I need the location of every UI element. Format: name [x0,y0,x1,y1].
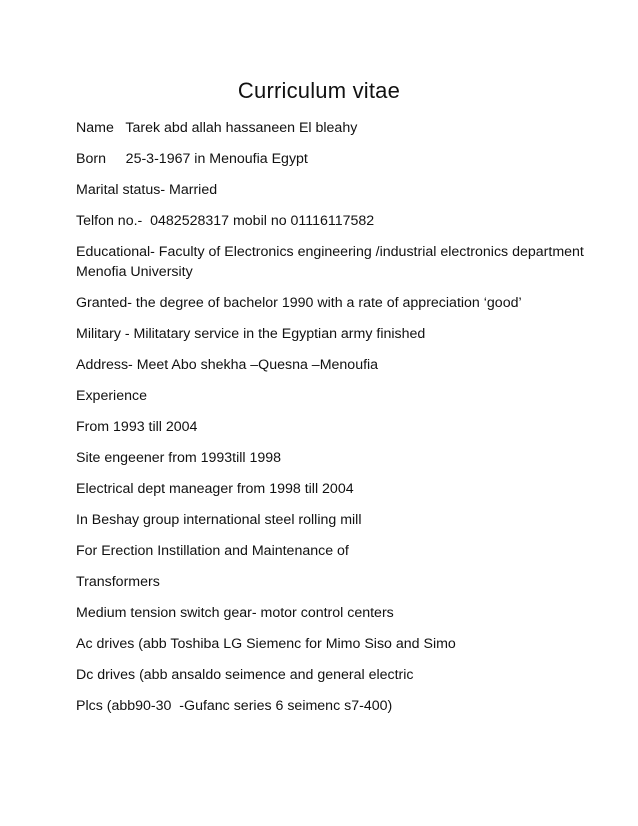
employer-line: In Beshay group international steel rolling mill [76,512,362,528]
granted-line: Granted- the degree of bachelor 1990 with a rate of appreciation ‘good’ [76,295,522,311]
switchgear-line: Medium tension switch gear- motor control centers [76,605,394,621]
university-line: Menofia University [76,264,193,280]
experience-period-line: From 1993 till 2004 [76,419,198,435]
name-line: Name Tarek abd allah hassaneen El bleahy [76,120,358,136]
transformers-line: Transformers [76,574,160,590]
military-line: Military - Militatary service in the Egyptian army finished [76,326,426,342]
plcs-line: Plcs (abb90-30 -Gufanc series 6 seimenc s7-400) [76,698,393,714]
site-engineer-line: Site engeener from 1993till 1998 [76,450,282,466]
born-line: Born 25-3-1967 in Menoufia Egypt [76,151,308,167]
telephone-line: Telfon no.- 0482528317 mobil no 01116117582 [76,213,375,229]
education-line: Educational- Faculty of Electronics engineering /industrial electronics department [76,244,584,260]
dc-drives-line: Dc drives (abb ansaldo seimence and general electric [76,667,414,683]
electrical-manager-line: Electrical dept maneager from 1998 till 2004 [76,481,354,497]
experience-heading: Experience [76,388,147,404]
ac-drives-line: Ac drives (abb Toshiba LG Siemenc for Mimo Siso and Simo [76,636,456,652]
marital-status-line: Marital status- Married [76,182,218,198]
erection-line: For Erection Instillation and Maintenance of [76,543,349,559]
document-title: Curriculum vitae [237,78,401,103]
address-line: Address- Meet Abo shekha –Quesna –Menoufia [76,357,379,373]
